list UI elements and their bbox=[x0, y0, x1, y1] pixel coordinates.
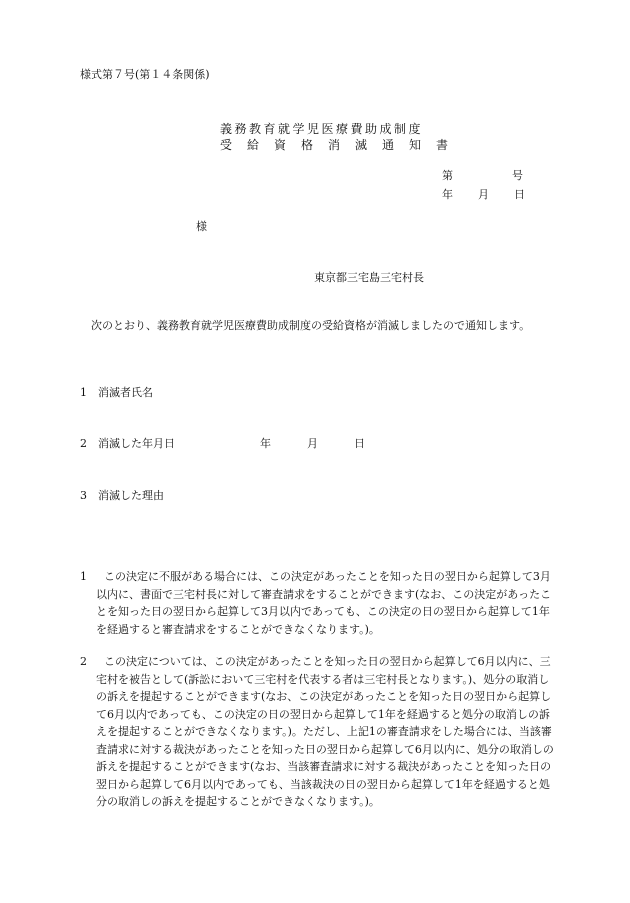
notice-body: 次のとおり、義務教育就学児医療費助成制度の受給資格が消滅しましたので通知します。 bbox=[91, 319, 531, 332]
item-date: 2 消滅した年月日 年 月 日 bbox=[80, 437, 365, 450]
date-year: 年 bbox=[442, 188, 453, 201]
item-date-label: 消滅した年月日 bbox=[98, 437, 175, 450]
item-reason: 3 消滅した理由 bbox=[80, 489, 164, 502]
document-number-suffix: 号 bbox=[512, 169, 523, 182]
note-2 bbox=[80, 653, 555, 811]
item-reason-label: 消滅した理由 bbox=[98, 489, 164, 502]
document-title-line1: 義務教育就学児医療費助成制度 bbox=[220, 122, 424, 136]
note-number: 2 bbox=[80, 655, 87, 668]
date-month: 月 bbox=[478, 188, 489, 201]
item-date-day: 日 bbox=[354, 437, 365, 450]
note-1 bbox=[80, 568, 555, 638]
item-name: 1 消滅者氏名 bbox=[80, 386, 153, 399]
recipient-honorific: 様 bbox=[196, 220, 207, 233]
document-number-prefix: 第 bbox=[442, 169, 453, 182]
item-date-month: 月 bbox=[307, 437, 318, 450]
form-number: 様式第７号(第１４条関係) bbox=[80, 68, 210, 81]
date-day: 日 bbox=[514, 188, 525, 201]
item-date-year: 年 bbox=[260, 437, 271, 450]
note-text: この決定に不服がある場合には、この決定があったことを知った日の翌日から起算して3月以内に、書面で三宅村長に対して審査請求をすることができます(なお、この決定があったことを知った日の翌日から起算して3月以内であっても、この決定の日の翌日から起算して1年を経過すると審査請求をすることができなくなります。)。 bbox=[96, 570, 552, 636]
note-text: この決定については、この決定があったことを知った日の翌日から起算して6月以内に、三宅村を被告として(訴訟において三宅村を代表する者は三宅村長となります。)、処分の取消しの訴えを提起することができます(なお、この決定があったことを知った日の翌日から起算して6月以内であっても、この決定の日の翌日から起算して1年を経過すると処分の取消しの訴えを提起することができなくなります。)。ただし、上記1の審査請求をした場合には、当該審査請求に対する裁決があったことを知った日の翌日から起算して6月以内に、処分の取消しの訴えを提起することができます(なお、当該審査請求に対する裁決があったことを知った日の翌日から起算して6月以内であっても、当該裁決の日の翌日から起算して1年を経過すると処分の取消しの訴えを提起することができなくなります。)。 bbox=[96, 655, 554, 808]
note-number: 1 bbox=[80, 570, 87, 583]
issuer-name: 東京都三宅島三宅村長 bbox=[314, 271, 424, 284]
item-name-label: 消滅者氏名 bbox=[98, 386, 153, 399]
document-title-line2: 受給資格消滅通知書 bbox=[220, 138, 464, 152]
